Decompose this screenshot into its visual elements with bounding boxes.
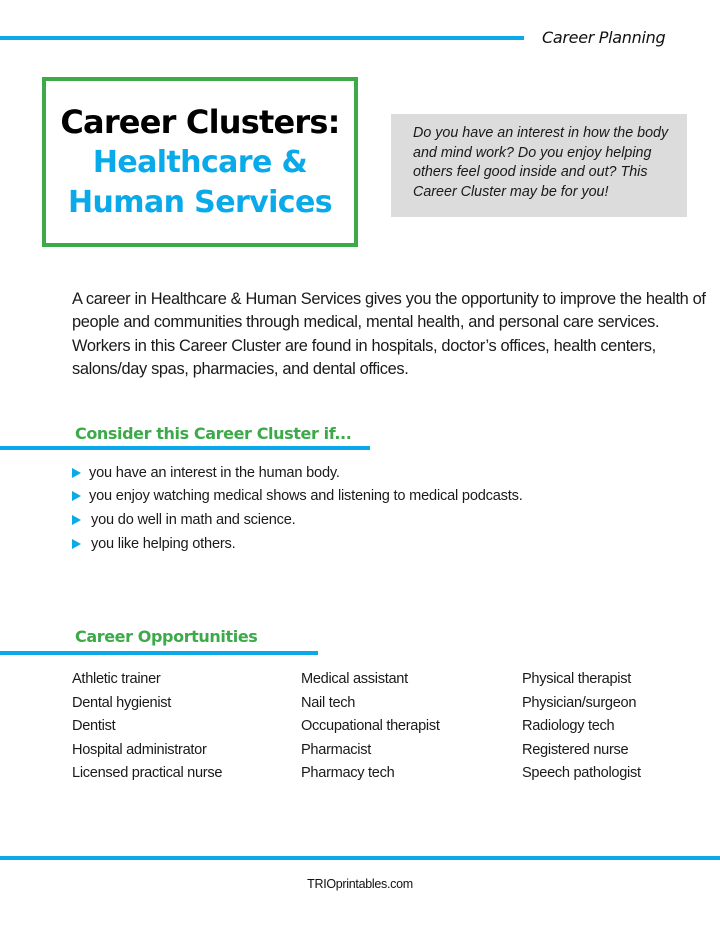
triangle-bullet-icon (72, 491, 81, 501)
list-item (72, 485, 523, 509)
consider-rule (0, 446, 370, 450)
career-list (72, 671, 641, 789)
opportunities-heading: Career Opportunities (75, 627, 258, 646)
opportunities-rule (0, 651, 318, 655)
footer-site: TRIOprintables.com (307, 877, 413, 891)
header-rule (0, 36, 524, 40)
footer-rule (0, 856, 720, 860)
list-item-text: you enjoy watching medical shows and listening to medical podcasts. (89, 488, 523, 505)
career-item: Registered nurse (522, 741, 629, 758)
career-item: Dental hygienist (72, 694, 172, 711)
career-column-2 (301, 671, 522, 789)
triangle-bullet-icon (72, 468, 81, 478)
career-item: Speech pathologist (522, 765, 641, 782)
triangle-bullet-icon (72, 515, 81, 525)
career-column-3 (522, 671, 641, 789)
consider-heading: Consider this Career Cluster if... (75, 424, 352, 443)
career-item: Occupational therapist (301, 718, 440, 735)
callout-box: Do you have an interest in how the body and mind work? Do you enjoy helping others feel good inside and out? This Career Cluster may be for you! (391, 114, 687, 217)
list-item-text: you do well in math and science. (91, 511, 296, 528)
career-item: Dentist (72, 718, 116, 735)
career-item: Medical assistant (301, 671, 408, 687)
career-column-1 (72, 671, 301, 789)
list-item (72, 461, 523, 485)
list-item-text: you like helping others. (91, 535, 236, 552)
career-item: Licensed practical nurse (72, 765, 223, 782)
career-item: Athletic trainer (72, 671, 161, 687)
list-item (72, 532, 523, 556)
career-item: Radiology tech (522, 718, 615, 735)
page-subtitle-line1: Healthcare & (92, 145, 308, 180)
career-item: Nail tech (301, 694, 356, 711)
list-item-text: you have an interest in the human body. (89, 464, 340, 481)
list-item (72, 508, 523, 532)
career-item: Pharmacist (301, 741, 371, 758)
page-title: Career Clusters: (60, 103, 340, 141)
career-item: Physician/surgeon (522, 694, 637, 711)
career-item: Pharmacy tech (301, 765, 395, 782)
career-item: Physical therapist (522, 671, 631, 687)
header-label: Career Planning (542, 28, 666, 47)
intro-paragraph: A career in Healthcare & Human Services gives you the opportunity to improve the health of people and communities through medical, mental health, and personal care services. Workers in this Career Cluster are found in hospitals, doctor’s offices, health centers, salons/day spas, pharmacies, and dental offices. (72, 290, 706, 378)
title-box (42, 77, 358, 247)
page-subtitle-line2: Human Services (68, 185, 332, 220)
career-item: Hospital administrator (72, 741, 207, 758)
consider-list (72, 461, 523, 555)
triangle-bullet-icon (72, 539, 81, 549)
